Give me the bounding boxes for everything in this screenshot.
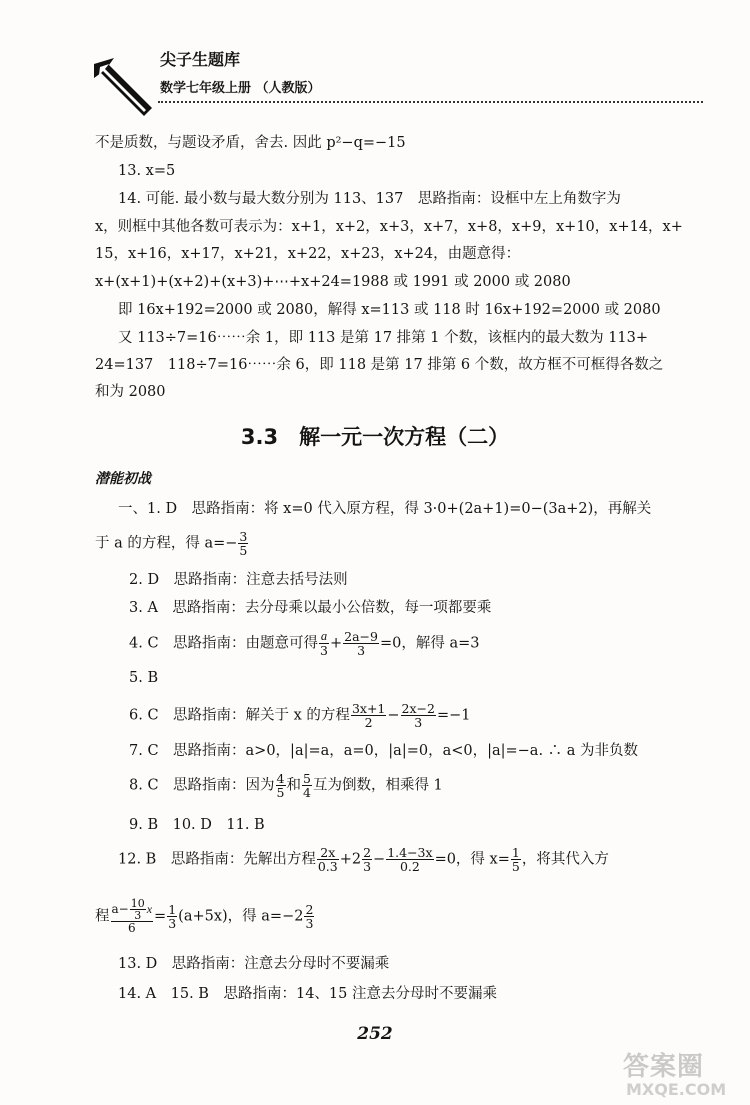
answer-6: 6. C 思路指南：解关于 x 的方程 $\frac{3x+1}{2}$ − $\frac{2x-2}{3}$ =−1 <box>129 701 471 730</box>
page-number: 252 <box>357 1024 393 1044</box>
answer-8: 8. C 思路指南：因为 $\frac{4}{5}$ 和 $\frac{5}{4}$ 互为倒数，相乘得 1 <box>129 771 443 800</box>
answer-5: 5. B <box>129 670 159 686</box>
arrow-logo-icon <box>92 56 154 118</box>
answer-2: 2. D 思路指南：注意去括号法则 <box>129 572 348 588</box>
answer-13: 13. D 思路指南：注意去分母时不要漏乘 <box>118 956 390 972</box>
answer-7: 7. C 思路指南：a>0，|a|=a，a=0，|a|=0，a<0，|a|=−a. ∴ a 为非负数 <box>129 743 639 759</box>
section-title: 3.3 解一元一次方程（二） <box>240 425 510 449</box>
watermark-logo-text: 答案圈 <box>623 1052 705 1082</box>
header-dotted-rule <box>158 101 703 103</box>
text-line: 15，x+16，x+17，x+21，x+22，x+23，x+24，由题意得： <box>95 246 521 262</box>
text-line: 即 16x+192=2000 或 2080，解得 x=113 或 118 时 16x+192=2000 或 2080 <box>118 302 661 318</box>
answer-12: 12. B 思路指南：先解出方程 $\frac{2x}{0.3}$ +2 $\frac{2}{3}$ − $\frac{1.4-3x}{0.2}$ =0，得 x= $\frac{1}{5}$ ，将其代入方 <box>118 845 609 874</box>
answer-1-line-1: 一、1. D 思路指南：将 x=0 代入原方程，得 3·0+(2a+1)=0−(3a+2)，再解关 <box>118 501 652 517</box>
answer-4: 4. C 思路指南：由题意可得 $\frac{a}{3}$ + $\frac{2a-9}{3}$ =0，解得 a=3 <box>129 629 480 658</box>
text-line: 14. 可能. 最小数与最大数分别为 113、137 思路指南：设框中左上角数字为 <box>118 191 621 207</box>
answer-9-11: 9. B 10. D 11. B <box>129 817 265 833</box>
text-line: 24=137 118÷7=16⋯⋯余 6，即 118 是第 17 排第 6 个数，故方框不可框得各数之 <box>95 357 664 373</box>
text-line: 和为 2080 <box>95 384 166 400</box>
answer-1-line-2: 于 a 的方程，得 a=− $\frac{3}{5}$ <box>95 529 248 558</box>
text-line: 不是质数，与题设矛盾，舍去. 因此 p²−q=−15 <box>95 135 406 151</box>
brand-title: 尖子生题库 <box>160 50 241 69</box>
text-line: 13. x=5 <box>118 163 176 179</box>
section-subhead: 潜能初战 <box>95 471 151 487</box>
text-line: 又 113÷7=16⋯⋯余 1，即 113 是第 17 排第 1 个数，该框内的最大数为 113+ <box>118 330 649 346</box>
answer-3: 3. A 思路指南：去分母乘以最小公倍数，每一项都要乘 <box>129 600 492 616</box>
book-subtitle: 数学七年级上册 （人教版） <box>160 81 321 96</box>
answer-14-15: 14. A 15. B 思路指南：14、15 注意去分母时不要漏乘 <box>118 986 497 1002</box>
watermark-url: MXQE.COM <box>626 1080 727 1099</box>
answer-12-continued: 程 a− $\frac{10}{3}$ x 6 = $\frac{1}{3}$ (a+5x)，得 a=−2 $\frac{2}{3}$ <box>95 897 314 935</box>
text-line: x+(x+1)+(x+2)+(x+3)+⋯+x+24=1988 或 1991 或 2000 或 2080 <box>95 274 571 290</box>
text-line: x，则框中其他各数可表示为：x+1，x+2，x+3，x+7，x+8，x+9，x+10，x+14，x+ <box>95 219 683 235</box>
